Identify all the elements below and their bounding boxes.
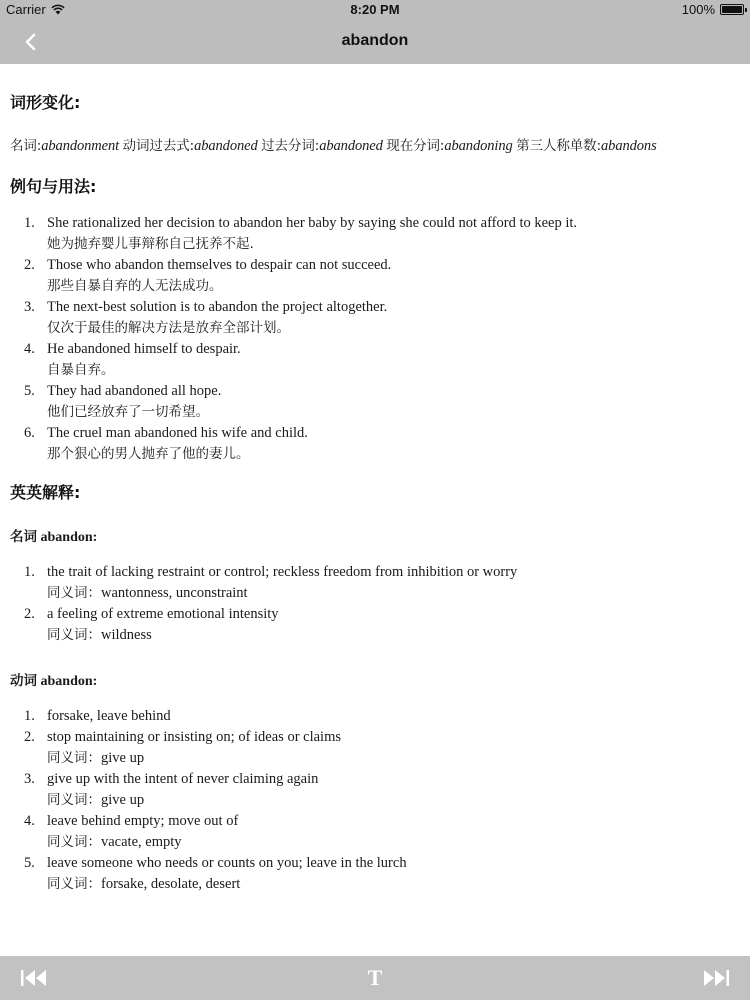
synonym-label: 同义词： xyxy=(47,585,101,601)
example-english: She rationalized her decision to abandon her baby by saying she could not afford to keep it. xyxy=(47,215,578,231)
definitions-heading: 英英解释: xyxy=(10,483,81,502)
synonym-values: wantonness, unconstraint xyxy=(101,585,248,601)
synonym-values: give up xyxy=(101,750,145,766)
synonym-values: give up xyxy=(101,792,145,808)
skip-back-icon xyxy=(18,967,50,989)
synonym-line xyxy=(47,748,740,769)
item-number: 5. xyxy=(24,855,35,871)
font-icon: T xyxy=(367,965,383,990)
definition-text: give up with the intent of never claiming again xyxy=(47,771,319,787)
word-forms-heading: 词形变化: xyxy=(10,93,81,112)
example-english: They had abandoned all hope. xyxy=(47,383,222,399)
list-item xyxy=(10,769,740,811)
next-word-button[interactable] xyxy=(698,964,734,992)
definition-text: leave someone who needs or counts on you; leave in the lurch xyxy=(47,855,407,871)
item-number: 5. xyxy=(24,383,35,399)
list-item xyxy=(10,604,740,646)
item-number: 1. xyxy=(24,215,35,231)
carrier-label: Carrier xyxy=(6,2,46,17)
example-english: The cruel man abandoned his wife and child. xyxy=(47,425,308,441)
item-number: 1. xyxy=(24,564,35,580)
status-bar xyxy=(0,0,750,20)
page-title: abandon xyxy=(341,32,409,49)
list-item xyxy=(10,381,740,423)
synonym-label: 同义词： xyxy=(47,750,101,766)
form-value: abandoning xyxy=(444,138,513,154)
synonym-label: 同义词： xyxy=(47,627,101,643)
form-value: abandons xyxy=(601,138,657,154)
example-chinese: 那些自暴自弃的人无法成功。 xyxy=(47,278,223,294)
synonym-values: forsake, desolate, desert xyxy=(101,876,241,892)
synonym-line xyxy=(47,832,740,853)
list-item xyxy=(10,811,740,853)
item-number: 4. xyxy=(24,341,35,357)
example-english: Those who abandon themselves to despair can not succeed. xyxy=(47,257,392,273)
list-item xyxy=(10,339,740,381)
item-number: 2. xyxy=(24,606,35,622)
item-number: 2. xyxy=(24,257,35,273)
item-number: 1. xyxy=(24,708,35,724)
synonym-line xyxy=(47,625,740,646)
synonym-values: vacate, empty xyxy=(101,834,182,850)
list-item xyxy=(10,727,740,769)
list-item xyxy=(10,562,740,604)
item-number: 4. xyxy=(24,813,35,829)
form-value: abandoned xyxy=(319,138,383,154)
example-english: The next-best solution is to abandon the project altogether. xyxy=(47,299,388,315)
example-chinese: 那个狠心的男人抛弃了他的妻儿。 xyxy=(47,446,250,462)
example-english: He abandoned himself to despair. xyxy=(47,341,241,357)
synonym-line xyxy=(47,583,740,604)
verb-heading xyxy=(10,669,740,690)
definition-text: a feeling of extreme emotional intensity xyxy=(47,606,279,622)
battery-icon xyxy=(720,4,744,15)
status-right xyxy=(682,2,744,17)
synonym-values: wildness xyxy=(101,627,152,643)
form-label: 现在分词: xyxy=(386,138,445,154)
list-item xyxy=(10,297,740,339)
definition-text: the trait of lacking restraint or control; reckless freedom from inhibition or worry xyxy=(47,564,518,580)
battery-percent: 100% xyxy=(681,2,715,17)
status-time: 8:20 PM xyxy=(350,2,400,17)
synonym-line xyxy=(47,790,740,811)
form-label: 过去分词: xyxy=(261,138,320,154)
pos-label: 名词 xyxy=(10,529,37,545)
form-label: 动词过去式: xyxy=(122,138,195,154)
list-item xyxy=(10,213,740,255)
skip-forward-icon xyxy=(700,967,732,989)
example-chinese: 仅次于最佳的解决方法是放弃全部计划。 xyxy=(47,320,290,336)
synonym-label: 同义词： xyxy=(47,876,101,892)
item-number: 6. xyxy=(24,425,35,441)
list-item xyxy=(10,853,740,895)
noun-heading xyxy=(10,525,740,546)
form-label: 名词: xyxy=(10,138,42,154)
example-chinese: 他们已经放弃了一切希望。 xyxy=(47,404,209,420)
item-number: 2. xyxy=(24,729,35,745)
examples-heading: 例句与用法: xyxy=(10,177,97,196)
item-number: 3. xyxy=(24,299,35,315)
list-item xyxy=(10,706,740,727)
definition-text: leave behind empty; move out of xyxy=(47,813,239,829)
example-chinese: 自暴自弃。 xyxy=(47,362,115,378)
font-size-button[interactable] xyxy=(360,964,390,992)
pos-label: 动词 xyxy=(10,673,37,689)
definition-text: stop maintaining or insisting on; of ideas or claims xyxy=(47,729,341,745)
list-item xyxy=(10,423,740,465)
synonym-line xyxy=(47,874,740,895)
form-label: 第三人称单数: xyxy=(516,138,602,154)
item-number: 3. xyxy=(24,771,35,787)
previous-word-button[interactable] xyxy=(16,964,52,992)
synonym-label: 同义词： xyxy=(47,792,101,808)
dictionary-content[interactable] xyxy=(0,64,750,956)
pos-word: abandon: xyxy=(40,530,98,545)
word-forms-line xyxy=(10,134,740,155)
bottom-toolbar xyxy=(0,956,750,1000)
navigation-bar xyxy=(0,20,750,64)
examples-list xyxy=(10,213,740,465)
synonym-label: 同义词： xyxy=(47,834,101,850)
definition-text: forsake, leave behind xyxy=(47,708,171,724)
noun-definitions-list xyxy=(10,562,740,646)
verb-definitions-list xyxy=(10,706,740,895)
pos-word: abandon: xyxy=(40,674,98,689)
form-value: abandoned xyxy=(194,138,258,154)
example-chinese: 她为抛弃婴儿事辩称自己抚养不起. xyxy=(47,236,254,252)
form-value: abandonment xyxy=(41,138,120,154)
list-item xyxy=(10,255,740,297)
